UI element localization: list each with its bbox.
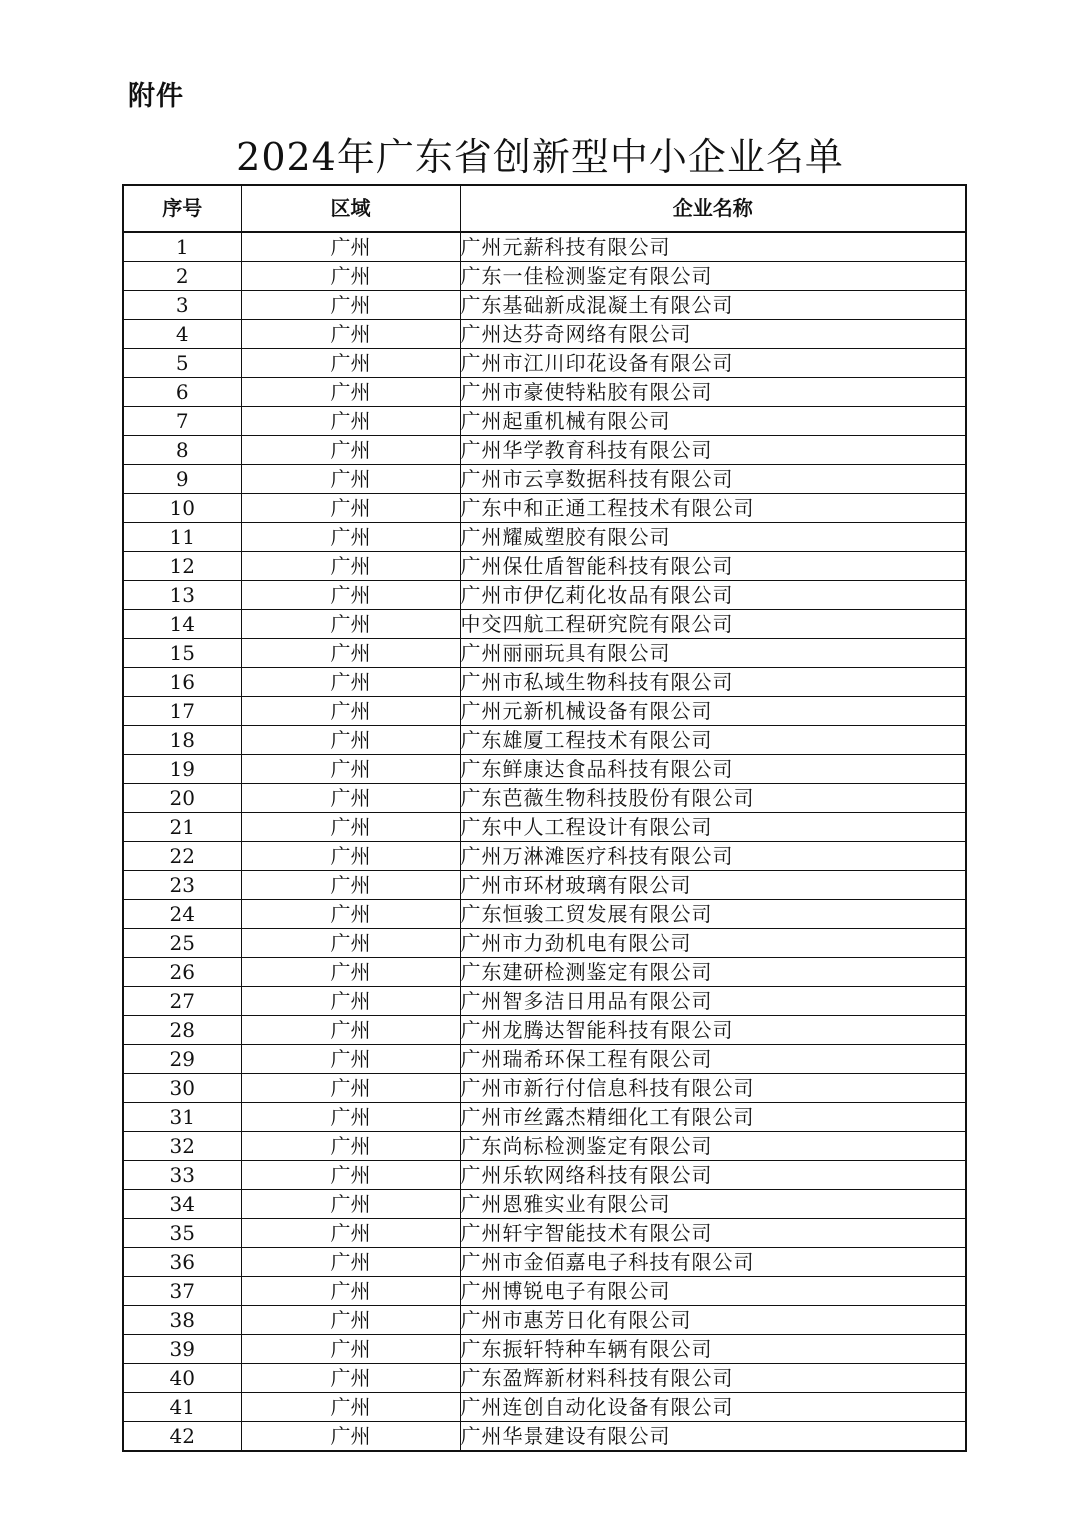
row-region: 广州: [241, 929, 460, 958]
row-region: 广州: [241, 958, 460, 987]
row-index: 29: [123, 1045, 241, 1074]
row-region: 广州: [241, 1422, 460, 1452]
row-index: 16: [123, 668, 241, 697]
table-row: [123, 1074, 966, 1103]
row-index: 6: [123, 378, 241, 407]
table-row: [123, 320, 966, 349]
row-enterprise-name: 广州华景建设有限公司: [460, 1422, 966, 1452]
table-row: [123, 610, 966, 639]
row-enterprise-name: 广东恒骏工贸发展有限公司: [460, 900, 966, 929]
row-index: 20: [123, 784, 241, 813]
row-region: 广州: [241, 262, 460, 291]
row-index: 30: [123, 1074, 241, 1103]
row-enterprise-name: 广州市力劲机电有限公司: [460, 929, 966, 958]
table-row: [123, 494, 966, 523]
row-region: 广州: [241, 697, 460, 726]
row-region: 广州: [241, 407, 460, 436]
row-enterprise-name: 广州华学教育科技有限公司: [460, 436, 966, 465]
row-index: 17: [123, 697, 241, 726]
table-row: [123, 1016, 966, 1045]
row-enterprise-name: 广州市金佰嘉电子科技有限公司: [460, 1248, 966, 1277]
row-region: 广州: [241, 1219, 460, 1248]
row-enterprise-name: 广州元薪科技有限公司: [460, 232, 966, 262]
row-region: 广州: [241, 813, 460, 842]
row-index: 32: [123, 1132, 241, 1161]
table-row: [123, 436, 966, 465]
row-region: 广州: [241, 610, 460, 639]
row-index: 33: [123, 1161, 241, 1190]
row-enterprise-name: 广州市丝露杰精细化工有限公司: [460, 1103, 966, 1132]
row-region: 广州: [241, 320, 460, 349]
table-row: [123, 726, 966, 755]
header-region: 区域: [241, 185, 460, 232]
table-row: [123, 262, 966, 291]
row-enterprise-name: 广东一佳检测鉴定有限公司: [460, 262, 966, 291]
row-enterprise-name: 广州轩宇智能技术有限公司: [460, 1219, 966, 1248]
row-enterprise-name: 广东建研检测鉴定有限公司: [460, 958, 966, 987]
row-region: 广州: [241, 1335, 460, 1364]
row-enterprise-name: 广州市新行付信息科技有限公司: [460, 1074, 966, 1103]
row-enterprise-name: 广东振轩特种车辆有限公司: [460, 1335, 966, 1364]
row-region: 广州: [241, 349, 460, 378]
row-enterprise-name: 广东雄厦工程技术有限公司: [460, 726, 966, 755]
header-index: 序号: [123, 185, 241, 232]
row-region: 广州: [241, 465, 460, 494]
row-region: 广州: [241, 1045, 460, 1074]
row-enterprise-name: 广东尚标检测鉴定有限公司: [460, 1132, 966, 1161]
row-index: 42: [123, 1422, 241, 1452]
row-index: 19: [123, 755, 241, 784]
table-row: [123, 697, 966, 726]
row-index: 9: [123, 465, 241, 494]
row-index: 15: [123, 639, 241, 668]
row-region: 广州: [241, 784, 460, 813]
row-region: 广州: [241, 1074, 460, 1103]
table-row: [123, 1190, 966, 1219]
table-row: [123, 1219, 966, 1248]
row-region: 广州: [241, 1364, 460, 1393]
row-region: 广州: [241, 1161, 460, 1190]
row-enterprise-name: 广州市云享数据科技有限公司: [460, 465, 966, 494]
enterprise-list-table: [122, 184, 967, 1452]
row-enterprise-name: 广东中人工程设计有限公司: [460, 813, 966, 842]
document-title: 2024年广东省创新型中小企业名单: [236, 135, 844, 179]
row-region: 广州: [241, 436, 460, 465]
row-enterprise-name: 广州市私域生物科技有限公司: [460, 668, 966, 697]
table-row: [123, 1161, 966, 1190]
row-region: 广州: [241, 552, 460, 581]
row-region: 广州: [241, 291, 460, 320]
row-index: 38: [123, 1306, 241, 1335]
row-enterprise-name: 广州市伊亿莉化妆品有限公司: [460, 581, 966, 610]
row-index: 23: [123, 871, 241, 900]
row-index: 25: [123, 929, 241, 958]
row-index: 37: [123, 1277, 241, 1306]
row-enterprise-name: 广东芭薇生物科技股份有限公司: [460, 784, 966, 813]
table-row: [123, 291, 966, 320]
row-index: 14: [123, 610, 241, 639]
table-row: [123, 929, 966, 958]
table-header-row: [123, 185, 966, 232]
row-region: 广州: [241, 668, 460, 697]
row-index: 5: [123, 349, 241, 378]
row-region: 广州: [241, 1248, 460, 1277]
row-enterprise-name: 广州万淋滩医疗科技有限公司: [460, 842, 966, 871]
row-enterprise-name: 广州恩雅实业有限公司: [460, 1190, 966, 1219]
table-row: [123, 1364, 966, 1393]
row-enterprise-name: 广东基础新成混凝土有限公司: [460, 291, 966, 320]
row-enterprise-name: 广东中和正通工程技术有限公司: [460, 494, 966, 523]
table-row: [123, 755, 966, 784]
table-row: [123, 349, 966, 378]
row-region: 广州: [241, 523, 460, 552]
row-enterprise-name: 广州达芬奇网络有限公司: [460, 320, 966, 349]
row-index: 10: [123, 494, 241, 523]
table-row: [123, 523, 966, 552]
row-enterprise-name: 广州博锐电子有限公司: [460, 1277, 966, 1306]
row-enterprise-name: 广州龙腾达智能科技有限公司: [460, 1016, 966, 1045]
row-index: 26: [123, 958, 241, 987]
table-row: [123, 1393, 966, 1422]
row-region: 广州: [241, 987, 460, 1016]
row-index: 13: [123, 581, 241, 610]
row-enterprise-name: 广州连创自动化设备有限公司: [460, 1393, 966, 1422]
table-row: [123, 232, 966, 262]
table-row: [123, 900, 966, 929]
row-index: 22: [123, 842, 241, 871]
row-index: 3: [123, 291, 241, 320]
table-row: [123, 407, 966, 436]
row-index: 35: [123, 1219, 241, 1248]
row-index: 2: [123, 262, 241, 291]
table-body: [123, 232, 966, 1451]
table-row: [123, 581, 966, 610]
table-row: [123, 1335, 966, 1364]
row-index: 41: [123, 1393, 241, 1422]
row-index: 31: [123, 1103, 241, 1132]
row-region: 广州: [241, 232, 460, 262]
row-region: 广州: [241, 639, 460, 668]
row-index: 34: [123, 1190, 241, 1219]
row-index: 7: [123, 407, 241, 436]
row-region: 广州: [241, 842, 460, 871]
row-region: 广州: [241, 494, 460, 523]
row-enterprise-name: 广州丽丽玩具有限公司: [460, 639, 966, 668]
table-row: [123, 465, 966, 494]
table-row: [123, 987, 966, 1016]
table-row: [123, 842, 966, 871]
table-row: [123, 1103, 966, 1132]
row-index: 27: [123, 987, 241, 1016]
table-row: [123, 1277, 966, 1306]
table-row: [123, 639, 966, 668]
row-index: 11: [123, 523, 241, 552]
table-row: [123, 1306, 966, 1335]
row-enterprise-name: 广州保仕盾智能科技有限公司: [460, 552, 966, 581]
attachment-label: 附件: [128, 81, 184, 112]
row-enterprise-name: 广州市环材玻璃有限公司: [460, 871, 966, 900]
row-enterprise-name: 广州耀威塑胶有限公司: [460, 523, 966, 552]
row-enterprise-name: 广州元新机械设备有限公司: [460, 697, 966, 726]
row-enterprise-name: 广州市惠芳日化有限公司: [460, 1306, 966, 1335]
header-name: 企业名称: [460, 185, 966, 232]
row-region: 广州: [241, 1016, 460, 1045]
row-region: 广州: [241, 1132, 460, 1161]
row-index: 36: [123, 1248, 241, 1277]
row-index: 28: [123, 1016, 241, 1045]
row-region: 广州: [241, 1393, 460, 1422]
row-region: 广州: [241, 1277, 460, 1306]
row-index: 18: [123, 726, 241, 755]
table-row: [123, 378, 966, 407]
row-index: 12: [123, 552, 241, 581]
table-row: [123, 1045, 966, 1074]
row-index: 1: [123, 232, 241, 262]
row-region: 广州: [241, 871, 460, 900]
row-region: 广州: [241, 378, 460, 407]
table-row: [123, 1422, 966, 1452]
table-row: [123, 552, 966, 581]
table-row: [123, 871, 966, 900]
table-row: [123, 813, 966, 842]
table-row: [123, 784, 966, 813]
row-enterprise-name: 广州市江川印花设备有限公司: [460, 349, 966, 378]
row-region: 广州: [241, 726, 460, 755]
row-index: 4: [123, 320, 241, 349]
row-enterprise-name: 广州乐软网络科技有限公司: [460, 1161, 966, 1190]
row-enterprise-name: 广东鲜康达食品科技有限公司: [460, 755, 966, 784]
row-enterprise-name: 广州起重机械有限公司: [460, 407, 966, 436]
row-enterprise-name: 中交四航工程研究院有限公司: [460, 610, 966, 639]
row-region: 广州: [241, 1190, 460, 1219]
row-index: 39: [123, 1335, 241, 1364]
row-region: 广州: [241, 1103, 460, 1132]
row-index: 24: [123, 900, 241, 929]
row-enterprise-name: 广州瑞希环保工程有限公司: [460, 1045, 966, 1074]
row-index: 21: [123, 813, 241, 842]
row-index: 8: [123, 436, 241, 465]
row-region: 广州: [241, 900, 460, 929]
table-row: [123, 958, 966, 987]
table-row: [123, 1248, 966, 1277]
row-enterprise-name: 广州市豪使特粘胶有限公司: [460, 378, 966, 407]
row-region: 广州: [241, 581, 460, 610]
table-row: [123, 668, 966, 697]
row-region: 广州: [241, 755, 460, 784]
row-enterprise-name: 广东盈辉新材料科技有限公司: [460, 1364, 966, 1393]
row-index: 40: [123, 1364, 241, 1393]
table-row: [123, 1132, 966, 1161]
row-region: 广州: [241, 1306, 460, 1335]
row-enterprise-name: 广州智多洁日用品有限公司: [460, 987, 966, 1016]
